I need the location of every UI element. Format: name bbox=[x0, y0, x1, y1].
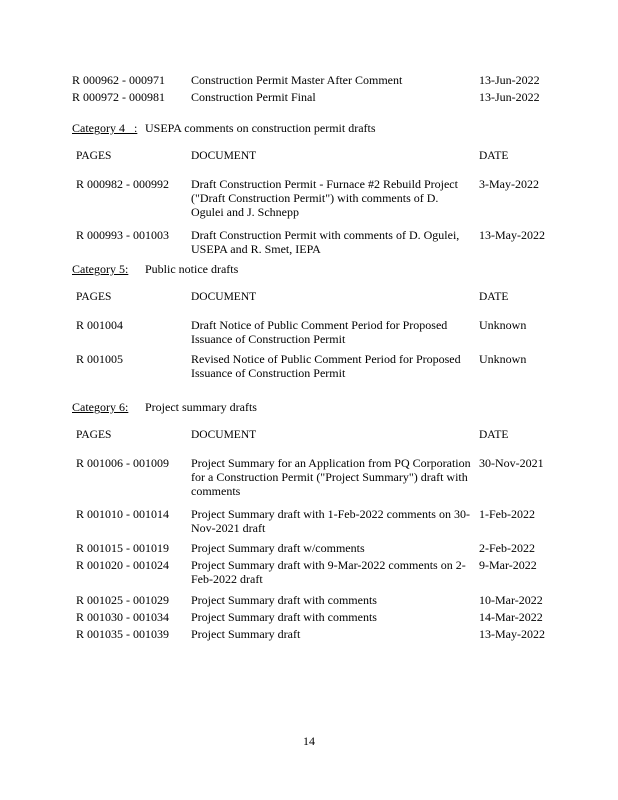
date-cell: 13-Jun-2022 bbox=[479, 73, 540, 87]
date-cell: 1-Feb-2022 bbox=[479, 507, 535, 521]
pages-cell: R 000972 - 000981 bbox=[72, 90, 165, 104]
pages-cell: R 001006 - 001009 bbox=[76, 456, 169, 470]
pages-cell: R 001015 - 001019 bbox=[76, 541, 169, 555]
category-heading bbox=[72, 400, 257, 414]
document-cell: Project Summary draft w/comments bbox=[191, 541, 365, 555]
document-header: DOCUMENT bbox=[191, 429, 257, 441]
pages-cell: R 001030 - 001034 bbox=[76, 610, 169, 624]
pages-cell: R 001010 - 001014 bbox=[76, 507, 169, 521]
pages-cell: R 001035 - 001039 bbox=[76, 627, 169, 641]
category-heading bbox=[72, 262, 239, 276]
date-header: DATE bbox=[479, 429, 509, 441]
document-cell: Project Summary draft with 9-Mar-2022 comments on 2-Feb-2022 draft bbox=[191, 558, 466, 586]
category-label: Category 6: bbox=[72, 400, 129, 414]
document-cell: Project Summary for an Application from PQ Corporation for a Construction Permit ("Project Summary") draft with comments bbox=[191, 456, 471, 498]
pages-cell: R 001005 bbox=[76, 352, 124, 366]
document-cell: Construction Permit Final bbox=[191, 90, 316, 104]
document-header: DOCUMENT bbox=[191, 291, 257, 303]
date-cell: 2-Feb-2022 bbox=[479, 541, 535, 555]
date-cell: 3-May-2022 bbox=[479, 177, 539, 191]
category-title: Public notice drafts bbox=[145, 262, 239, 276]
date-cell: 13-Jun-2022 bbox=[479, 90, 540, 104]
pages-cell: R 000962 - 000971 bbox=[72, 73, 165, 87]
pages-header: PAGES bbox=[76, 150, 112, 162]
category-label: Category 4 : bbox=[72, 121, 138, 135]
document-cell: Project Summary draft bbox=[191, 627, 301, 641]
document-cell: Construction Permit Master After Comment bbox=[191, 73, 403, 87]
date-cell: 13-May-2022 bbox=[479, 627, 545, 641]
pages-cell: R 001020 - 001024 bbox=[76, 558, 169, 572]
document-header: DOCUMENT bbox=[191, 150, 257, 162]
document-cell: Draft Construction Permit - Furnace #2 Rebuild Project ("Draft Construction Permit") with comments of D. Ogulei and J. Schnepp bbox=[191, 177, 458, 219]
pages-header: PAGES bbox=[76, 291, 112, 303]
date-cell: Unknown bbox=[479, 352, 527, 366]
document-cell: Project Summary draft with comments bbox=[191, 593, 377, 607]
date-cell: 9-Mar-2022 bbox=[479, 558, 537, 572]
date-header: DATE bbox=[479, 291, 509, 303]
document-cell: Draft Notice of Public Comment Period for Proposed Issuance of Construction Permit bbox=[191, 318, 448, 346]
date-cell: 30-Nov-2021 bbox=[479, 456, 544, 470]
category-label: Category 5: bbox=[72, 262, 129, 276]
category-title: USEPA comments on construction permit drafts bbox=[145, 121, 376, 135]
date-cell: Unknown bbox=[479, 318, 527, 332]
pages-cell: R 001025 - 001029 bbox=[76, 593, 169, 607]
date-cell: 10-Mar-2022 bbox=[479, 593, 543, 607]
pages-cell: R 001004 bbox=[76, 318, 124, 332]
document-cell: Project Summary draft with comments bbox=[191, 610, 377, 624]
document-cell: Draft Construction Permit with comments of D. Ogulei, USEPA and R. Smet, IEPA bbox=[191, 228, 460, 256]
date-cell: 13-May-2022 bbox=[479, 228, 545, 242]
pages-cell: R 000982 - 000992 bbox=[76, 177, 169, 191]
document-cell: Project Summary draft with 1-Feb-2022 comments on 30-Nov-2021 draft bbox=[191, 507, 470, 535]
date-cell: 14-Mar-2022 bbox=[479, 610, 543, 624]
pages-cell: R 000993 - 001003 bbox=[76, 228, 169, 242]
document-cell: Revised Notice of Public Comment Period for Proposed Issuance of Construction Permit bbox=[191, 352, 461, 380]
category-heading bbox=[72, 121, 376, 135]
date-header: DATE bbox=[479, 150, 509, 162]
page-number: 14 bbox=[303, 734, 315, 748]
category-title: Project summary drafts bbox=[145, 400, 257, 414]
pages-header: PAGES bbox=[76, 429, 112, 441]
